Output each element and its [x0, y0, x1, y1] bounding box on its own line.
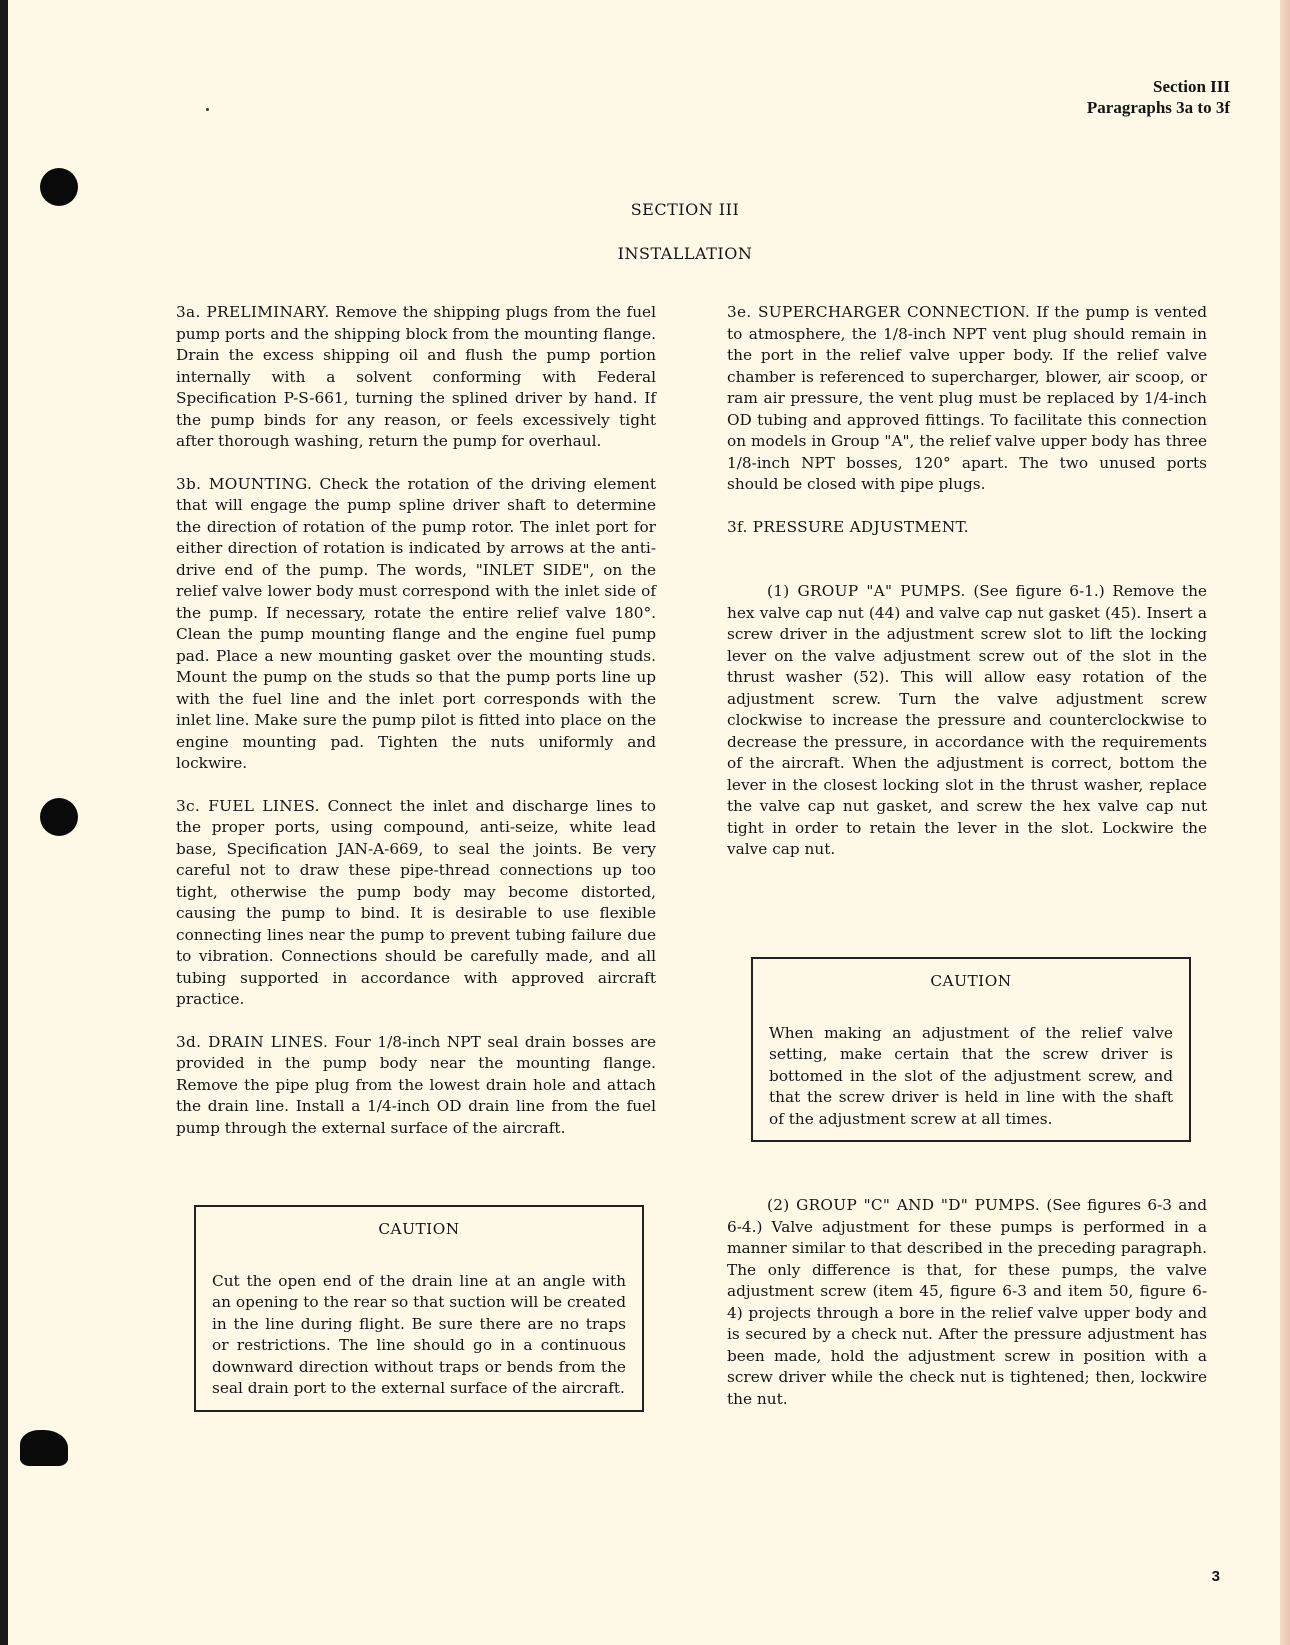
- binder-hole-bottom: [20, 1430, 68, 1466]
- caution-body: When making an adjustment of the relief valve setting, make certain that the screw driver is bottomed in the slot of the adjustment screw, and that the screw driver is held in line with the shaft of the adjustment screw at all times.: [769, 1023, 1173, 1128]
- paragraph-heading: 3b. MOUNTING.: [176, 474, 313, 493]
- paragraph-body: Remove the shipping plugs from the fuel pump ports and the shipping block from the mounting flange. Drain the excess shipping oil and flush the pump portion internally with a solvent conforming with Federal Specification P-S-661, turning the splined driver by hand. If the pump binds for any reason, or feels excessively tight after thorough washing, return the pump for overhaul.: [176, 303, 656, 450]
- paragraph-3c: [176, 796, 656, 1011]
- right-column: [727, 302, 1207, 882]
- paragraph-heading: (2) GROUP "C" AND "D" PUMPS.: [767, 1196, 1041, 1214]
- paragraph-heading: 3c. FUEL LINES.: [176, 796, 320, 815]
- header-section: Section III: [1153, 77, 1230, 96]
- right-column-lower: [727, 1195, 1207, 1431]
- caution-body: Cut the open end of the drain line at an angle with an opening to the rear so that suction will be created in the line during flight. Be sure there are no traps or restrictions. The line should go in a continuous downward direction without traps or bends from the seal drain port to the external surface of the aircraft.: [212, 1271, 626, 1397]
- caution-box-drain: [194, 1205, 644, 1412]
- caution-title: CAUTION: [930, 972, 1012, 990]
- speck: [206, 108, 209, 111]
- running-header: [1087, 76, 1230, 118]
- section-name: INSTALLATION: [617, 244, 753, 263]
- paragraph-body: Connect the inlet and discharge lines to the proper ports, using compound, anti-seize, white lead base, Specification JAN-A-669, to seal the joints. Be very careful not to draw these pipe-thread connections up too tight, otherwise the pump body may become distorted, causing the pump to bind. It is desirable to use flexible connecting lines near the pump to prevent tubing failure due to vibration. Connections should be carefully made, and all tubing supported in accordance with approved aircraft practice.: [176, 796, 657, 1008]
- caution-title: CAUTION: [378, 1220, 460, 1238]
- paragraph-3f-1: [727, 581, 1207, 861]
- paragraph-3a: [176, 302, 656, 453]
- paragraph-heading: 3a. PRELIMINARY.: [176, 303, 330, 321]
- caution-box-adjustment: [751, 957, 1191, 1142]
- section-title: SECTION III: [630, 200, 740, 219]
- left-column: [176, 302, 656, 1160]
- paragraph-body: Check the rotation of the driving element that will engage the pump spline driver shaft to determine the direction of rotation of the pump rotor. The inlet port for either direction of rotation is indicated by arrows at the anti-drive end of the pump. The words, "INLET SIDE", on the relief valve lower body must correspond with the inlet side of the pump. If necessary, rotate the entire relief valve 180°. Clean the pump mounting flange and the engine fuel pump pad. Place a new mounting gasket over the mounting studs. Mount the pump on the studs so that the pump ports line up with the fuel line and the inlet port corresponds with the inlet line. Make sure the pump pilot is fitted into place on the engine mounting pad. Tighten the nuts uniformly and lockwire.: [176, 474, 656, 772]
- paragraph-body: If the pump is vented to atmosphere, the 1/8-inch NPT vent plug should remain in the port in the relief valve upper body. If the relief valve chamber is referenced to supercharger, blower, air scoop, or ram air pressure, the vent plug must be replaced by 1/4-inch OD tubing and approved fittings. To facilitate this connection on models in Group "A", the relief valve upper body has three 1/8-inch NPT bosses, 120° apart. The two unused ports should be closed with pipe plugs.: [727, 303, 1207, 493]
- paragraph-heading: 3d. DRAIN LINES.: [176, 1032, 329, 1051]
- paragraph-body: Four 1/8-inch NPT seal drain bosses are provided in the pump body near the mounting flange. Remove the pipe plug from the lowest drain hole and attach the drain line. Install a 1/4-inch OD drain line from the fuel pump through the external surface of the aircraft.: [176, 1032, 657, 1137]
- paragraph-3f: [727, 517, 1207, 539]
- paragraph-3f-2: [727, 1195, 1207, 1410]
- page-number: 3: [1211, 1568, 1220, 1585]
- paragraph-heading: 3e. SUPERCHARGER CONNECTION.: [727, 303, 1031, 321]
- paragraph-body: (See figure 6-1.) Remove the hex valve cap nut (44) and valve cap nut gasket (45). Insert a screw driver in the adjustment screw slot to lift the locking lever on the valve adjustment screw out of the slot in the thrust washer (52). This will allow easy rotation of the adjustment screw. Turn the valve adjustment screw clockwise to increase the pressure and counterclockwise to decrease the pressure, in accordance with the requirements of the aircraft. When the adjustment is correct, bottom the lever in the closest locking slot in the thrust washer, replace the valve cap nut gasket, and screw the hex valve cap nut tight in order to retain the lever in the slot. Lockwire the valve cap nut.: [727, 582, 1207, 858]
- paragraph-3b: [176, 474, 656, 775]
- binder-hole-middle: [40, 798, 78, 836]
- paragraph-3d: [176, 1032, 656, 1140]
- header-paragraphs: Paragraphs 3a to 3f: [1086, 98, 1230, 117]
- paragraph-heading: 3f. PRESSURE ADJUSTMENT.: [727, 517, 969, 536]
- paragraph-3e: [727, 302, 1207, 496]
- paragraph-body: (See figures 6-3 and 6-4.) Valve adjustment for these pumps is performed in a manner similar to that described in the preceding paragraph. The only difference is that, for these pumps, the valve adjustment screw (item 45, figure 6-3 and item 50, figure 6-4) projects through a bore in the relief valve upper body and is secured by a check nut. After the pressure adjustment has been made, hold the adjustment screw in position with a screw driver while the check nut is tightened; then, lockwire the nut.: [727, 1196, 1207, 1408]
- paragraph-heading: (1) GROUP "A" PUMPS.: [767, 582, 966, 600]
